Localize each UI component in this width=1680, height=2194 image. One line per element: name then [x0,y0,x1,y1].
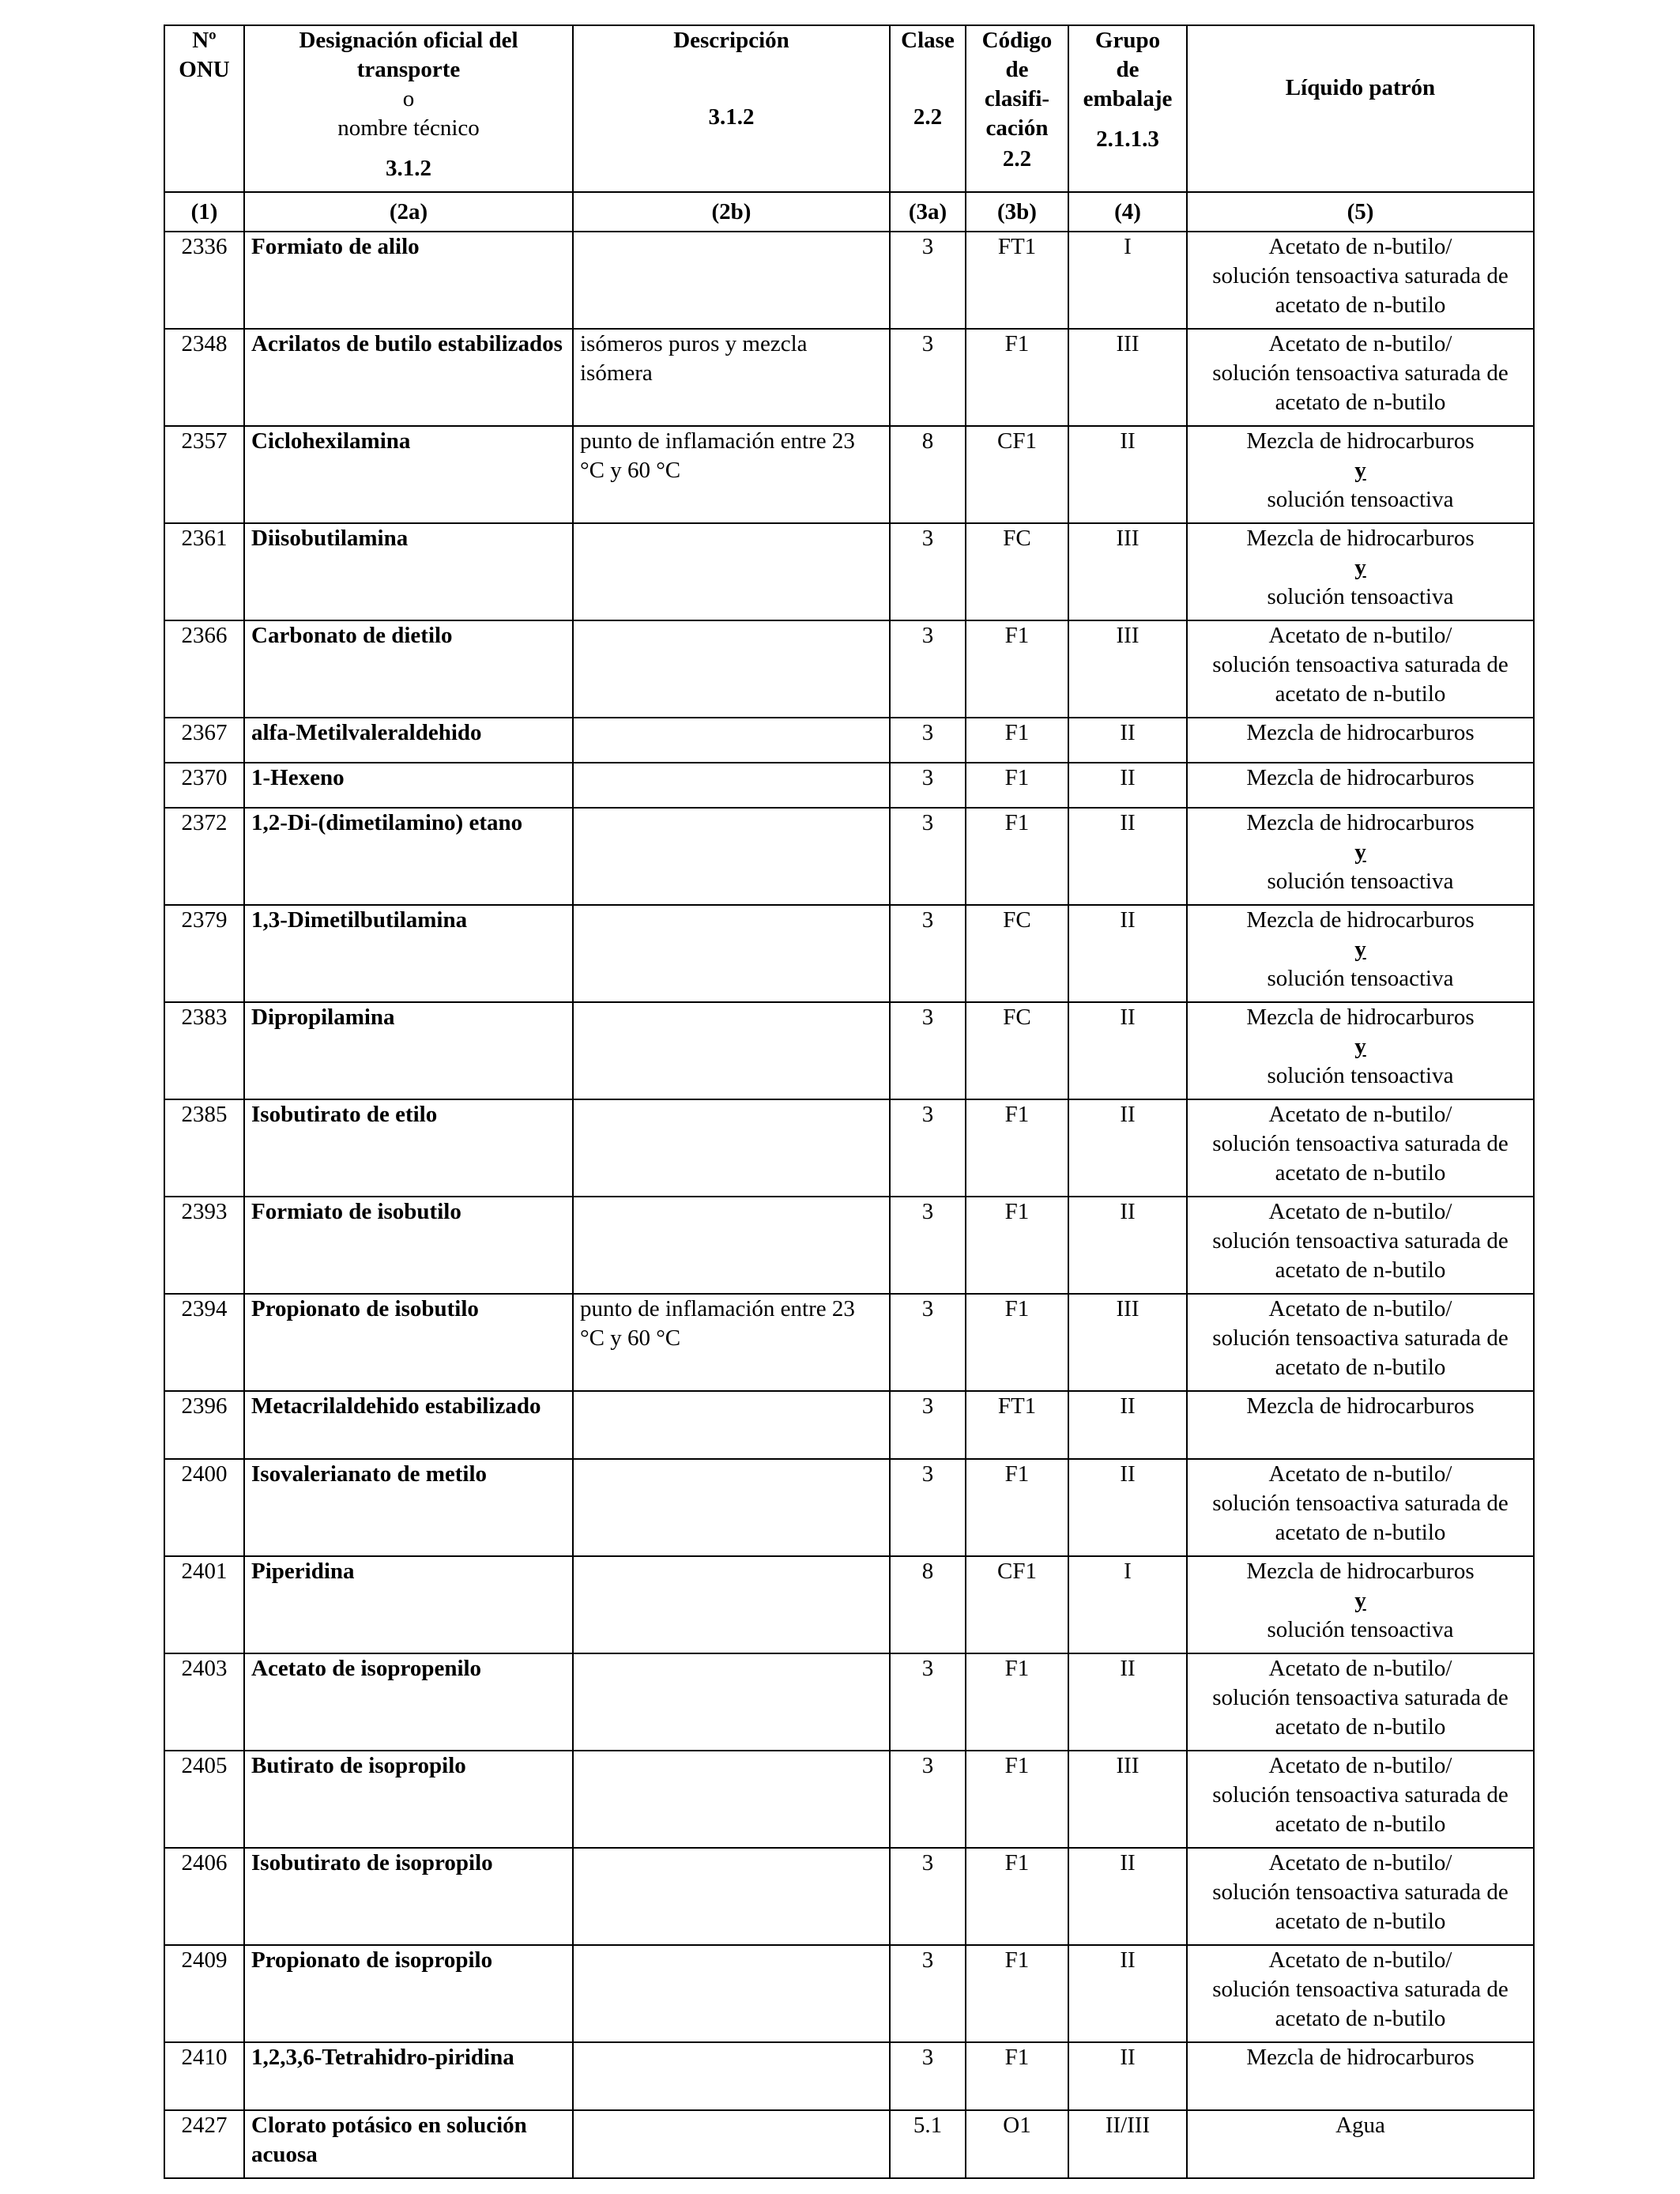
packing-group-cell: II [1068,763,1187,808]
onu-cell: 2370 [164,763,244,808]
class-cell: 3 [890,329,966,426]
class-cell: 5.1 [890,2110,966,2178]
header-description-label: Descripción [673,28,789,53]
designation-cell: Isovalerianato de metilo [244,1459,573,1556]
description-cell [573,523,890,620]
onu-cell: 2406 [164,1848,244,1945]
description-cell [573,232,890,329]
code-cell: F1 [966,1459,1068,1556]
standard-liquid-line: Mezcla de hidrocarburos [1246,907,1475,933]
standard-liquid-line: Acetato de n-butilo/ [1268,234,1452,259]
designation-cell: Ciclohexilamina [244,426,573,523]
standard-liquid-line: Mezcla de hidrocarburos [1246,1005,1475,1030]
onu-cell: 2383 [164,1002,244,1099]
standard-liquids-table [164,25,1535,2179]
standard-liquid-cell [1187,2110,1534,2178]
class-cell: 3 [890,1459,966,1556]
class-cell: 3 [890,1002,966,1099]
standard-liquid-line: solución tensoactiva [1267,584,1454,609]
class-cell: 3 [890,1391,966,1459]
onu-cell: 2385 [164,1099,244,1197]
header-designation [244,25,573,192]
class-cell: 3 [890,2042,966,2110]
class-cell: 3 [890,808,966,905]
onu-cell: 2361 [164,523,244,620]
header-code-line3: clasifi- [984,86,1050,111]
description-cell [573,1391,890,1459]
table-row [164,2042,1534,2110]
standard-liquid-cell [1187,523,1534,620]
designation-cell: Dipropilamina [244,1002,573,1099]
standard-liquid-cell [1187,1945,1534,2042]
class-cell: 3 [890,1294,966,1391]
standard-liquid-line: Mezcla de hidrocarburos [1246,810,1475,835]
packing-group-cell: II [1068,1002,1187,1099]
header-code-ref: 2.2 [1002,146,1032,172]
onu-cell: 2336 [164,232,244,329]
header-class [890,25,966,192]
header-liquid-label: Líquido patrón [1285,75,1436,100]
header-code [966,25,1068,192]
colnum-2a: (2a) [244,192,573,232]
standard-liquid-line: Mezcla de hidrocarburos [1246,2045,1475,2070]
description-cell [573,1848,890,1945]
standard-liquid-line: solución tensoactiva saturada de [1212,1228,1509,1253]
standard-liquid-line: Mezcla de hidrocarburos [1246,720,1475,745]
code-cell: FC [966,523,1068,620]
standard-liquid-line: solución tensoactiva saturada de [1212,263,1509,288]
description-cell [573,1197,890,1294]
onu-cell: 2401 [164,1556,244,1653]
standard-liquid-line: acetato de n-butilo [1275,1160,1446,1186]
description-cell [573,1099,890,1197]
description-cell [573,1945,890,2042]
table-row [164,523,1534,620]
header-class-ref: 2.2 [913,104,943,130]
table-row [164,1653,1534,1751]
packing-group-cell: I [1068,1556,1187,1653]
designation-cell: 1,2-Di-(dimetilamino) etano [244,808,573,905]
onu-cell: 2348 [164,329,244,426]
standard-liquid-line: solución tensoactiva saturada de [1212,1879,1509,1905]
header-row [164,25,1534,192]
class-cell: 3 [890,620,966,718]
table-row [164,426,1534,523]
code-cell: O1 [966,2110,1068,2178]
class-cell: 3 [890,718,966,763]
code-cell: F1 [966,718,1068,763]
standard-liquid-cell [1187,1459,1534,1556]
packing-group-cell: II [1068,1848,1187,1945]
standard-liquid-line: Acetato de n-butilo/ [1268,1102,1452,1127]
standard-liquid-line: y [1354,458,1366,483]
standard-liquid-line: Acetato de n-butilo/ [1268,1461,1452,1487]
table-row [164,329,1534,426]
standard-liquid-line: y [1354,1588,1366,1613]
standard-liquid-line: Mezcla de hidrocarburos [1246,765,1475,790]
class-cell: 3 [890,1848,966,1945]
header-code-line4: cación [985,115,1049,141]
standard-liquid-line: Acetato de n-butilo/ [1268,331,1452,356]
standard-liquid-cell [1187,1391,1534,1459]
header-designation-technical: nombre técnico [337,115,480,141]
standard-liquid-cell [1187,620,1534,718]
designation-cell: Clorato potásico en solución acuosa [244,2110,573,2178]
standard-liquid-cell [1187,1002,1534,1099]
standard-liquid-line: Mezcla de hidrocarburos [1246,428,1475,454]
packing-group-cell: II [1068,718,1187,763]
table-row [164,1197,1534,1294]
standard-liquid-line: Acetato de n-butilo/ [1268,1199,1452,1224]
description-cell [573,1751,890,1848]
packing-group-cell: II [1068,1099,1187,1197]
standard-liquid-cell [1187,1197,1534,1294]
colnum-5: (5) [1187,192,1534,232]
code-cell: FT1 [966,1391,1068,1459]
header-group-ref: 2.1.1.3 [1096,126,1159,152]
description-cell [573,763,890,808]
packing-group-cell: III [1068,523,1187,620]
table-row [164,1848,1534,1945]
class-cell: 3 [890,763,966,808]
class-cell: 3 [890,1197,966,1294]
standard-liquid-line: Acetato de n-butilo/ [1268,1947,1452,1973]
standard-liquid-cell [1187,718,1534,763]
colnum-2b: (2b) [573,192,890,232]
standard-liquid-line: y [1354,839,1366,865]
standard-liquid-cell [1187,905,1534,1002]
table-row [164,718,1534,763]
code-cell: F1 [966,1099,1068,1197]
code-cell: F1 [966,1751,1068,1848]
standard-liquid-line: acetato de n-butilo [1275,1257,1446,1283]
onu-cell: 2410 [164,2042,244,2110]
standard-liquid-cell [1187,329,1534,426]
packing-group-cell: II [1068,1459,1187,1556]
description-cell [573,905,890,1002]
designation-cell: Isobutirato de isopropilo [244,1848,573,1945]
onu-cell: 2367 [164,718,244,763]
onu-cell: 2400 [164,1459,244,1556]
description-cell [573,1459,890,1556]
table-row [164,2110,1534,2178]
standard-liquid-cell [1187,1294,1534,1391]
table-body [164,232,1534,2178]
designation-cell: alfa-Metilvaleraldehido [244,718,573,763]
designation-cell: 1,3-Dimetilbutilamina [244,905,573,1002]
description-cell [573,2110,890,2178]
designation-cell: Butirato de isopropilo [244,1751,573,1848]
standard-liquid-line: Acetato de n-butilo/ [1268,1753,1452,1778]
standard-liquid-line: solución tensoactiva saturada de [1212,1131,1509,1156]
onu-cell: 2427 [164,2110,244,2178]
standard-liquid-line: acetato de n-butilo [1275,2006,1446,2031]
colnum-3a: (3a) [890,192,966,232]
standard-liquid-cell [1187,2042,1534,2110]
packing-group-cell: III [1068,329,1187,426]
header-group-line2: de [1116,57,1139,82]
table-row [164,808,1534,905]
onu-cell: 2396 [164,1391,244,1459]
header-designation-line2: transporte [356,57,461,82]
designation-cell: Piperidina [244,1556,573,1653]
colnum-3b: (3b) [966,192,1068,232]
class-cell: 3 [890,1099,966,1197]
standard-liquid-line: solución tensoactiva saturada de [1212,652,1509,677]
code-cell: F1 [966,808,1068,905]
designation-cell: Propionato de isobutilo [244,1294,573,1391]
onu-cell: 2357 [164,426,244,523]
class-cell: 3 [890,1945,966,2042]
colnum-1: (1) [164,192,244,232]
standard-liquid-line: solución tensoactiva saturada de [1212,1685,1509,1710]
packing-group-cell: III [1068,620,1187,718]
table-row [164,1751,1534,1848]
header-description [573,25,890,192]
standard-liquid-line: Mezcla de hidrocarburos [1246,526,1475,551]
packing-group-cell: II [1068,1653,1187,1751]
packing-group-cell: II [1068,905,1187,1002]
header-onu-line2: ONU [179,57,230,82]
class-cell: 3 [890,1751,966,1848]
designation-cell: Acrilatos de butilo estabilizados [244,329,573,426]
designation-cell: Acetato de isopropenilo [244,1653,573,1751]
code-cell: F1 [966,2042,1068,2110]
table-row [164,905,1534,1002]
header-onu-line1: Nº [192,28,217,53]
designation-cell: Metacrilaldehido estabilizado [244,1391,573,1459]
standard-liquid-line: Acetato de n-butilo/ [1268,1850,1452,1875]
designation-cell: Carbonato de dietilo [244,620,573,718]
packing-group-cell: II [1068,426,1187,523]
table-row [164,1294,1534,1391]
header-code-line2: de [1005,57,1029,82]
standard-liquid-line: solución tensoactiva [1267,1063,1454,1088]
designation-cell: 1-Hexeno [244,763,573,808]
column-number-row [164,192,1534,232]
code-cell: F1 [966,1848,1068,1945]
class-cell: 3 [890,232,966,329]
header-group [1068,25,1187,192]
standard-liquid-line: y [1354,1034,1366,1059]
table-row [164,232,1534,329]
standard-liquid-line: acetato de n-butilo [1275,1909,1446,1934]
standard-liquid-line: Acetato de n-butilo/ [1268,1296,1452,1321]
standard-liquid-line: Agua [1335,2113,1385,2138]
onu-cell: 2379 [164,905,244,1002]
code-cell: F1 [966,1197,1068,1294]
description-cell [573,2042,890,2110]
code-cell: F1 [966,1945,1068,2042]
description-cell: punto de inflamación entre 23 °C y 60 °C [573,426,890,523]
packing-group-cell: III [1068,1294,1187,1391]
code-cell: F1 [966,329,1068,426]
onu-cell: 2394 [164,1294,244,1391]
table-row [164,1556,1534,1653]
code-cell: FC [966,905,1068,1002]
standard-liquid-line: Acetato de n-butilo/ [1268,623,1452,648]
designation-cell: Isobutirato de etilo [244,1099,573,1197]
standard-liquid-line: acetato de n-butilo [1275,1355,1446,1380]
standard-liquid-cell [1187,1556,1534,1653]
designation-cell: Diisobutilamina [244,523,573,620]
standard-liquid-line: acetato de n-butilo [1275,390,1446,415]
standard-liquid-line: solución tensoactiva saturada de [1212,1325,1509,1351]
standard-liquid-line: y [1354,555,1366,580]
table-row [164,1459,1534,1556]
standard-liquid-line: y [1354,937,1366,962]
description-cell [573,620,890,718]
standard-liquid-cell [1187,426,1534,523]
header-code-line1: Código [981,28,1053,53]
description-cell [573,1002,890,1099]
header-class-label: Clase [901,28,955,53]
standard-liquid-line: solución tensoactiva saturada de [1212,360,1509,386]
standard-liquid-line: solución tensoactiva [1267,1617,1454,1642]
standard-liquid-line: solución tensoactiva saturada de [1212,1782,1509,1808]
standard-liquid-cell [1187,1653,1534,1751]
table-row [164,1099,1534,1197]
standard-liquid-line: solución tensoactiva [1267,966,1454,991]
description-cell [573,808,890,905]
class-cell: 3 [890,905,966,1002]
code-cell: F1 [966,1294,1068,1391]
onu-cell: 2405 [164,1751,244,1848]
designation-cell: Formiato de alilo [244,232,573,329]
class-cell: 3 [890,1653,966,1751]
standard-liquid-line: solución tensoactiva saturada de [1212,1977,1509,2002]
standard-liquid-line: Mezcla de hidrocarburos [1246,1559,1475,1584]
standard-liquid-line: Mezcla de hidrocarburos [1246,1393,1475,1419]
table-row [164,1391,1534,1459]
table-row [164,763,1534,808]
table-row [164,620,1534,718]
code-cell: F1 [966,763,1068,808]
packing-group-cell: II [1068,808,1187,905]
class-cell: 8 [890,1556,966,1653]
description-cell [573,1653,890,1751]
standard-liquid-line: solución tensoactiva [1267,487,1454,512]
class-cell: 3 [890,523,966,620]
standard-liquid-cell [1187,1848,1534,1945]
standard-liquid-line: acetato de n-butilo [1275,292,1446,318]
header-liquid [1187,25,1534,192]
description-cell: punto de inflamación entre 23 °C y 60 °C [573,1294,890,1391]
description-cell: isómeros puros y mezcla isómera [573,329,890,426]
header-description-ref: 3.1.2 [708,104,755,130]
onu-cell: 2403 [164,1653,244,1751]
code-cell: CF1 [966,426,1068,523]
packing-group-cell: II [1068,1945,1187,2042]
standard-liquid-line: solución tensoactiva saturada de [1212,1491,1509,1516]
code-cell: F1 [966,620,1068,718]
description-cell [573,1556,890,1653]
standard-liquid-line: solución tensoactiva [1267,869,1454,894]
onu-cell: 2409 [164,1945,244,2042]
header-group-line1: Grupo [1094,28,1161,53]
designation-cell: Propionato de isopropilo [244,1945,573,2042]
colnum-4: (4) [1068,192,1187,232]
packing-group-cell: II/III [1068,2110,1187,2178]
code-cell: F1 [966,1653,1068,1751]
code-cell: CF1 [966,1556,1068,1653]
header-designation-or: o [402,86,415,111]
standard-liquid-line: acetato de n-butilo [1275,1714,1446,1740]
header-designation-line1: Designación oficial del [299,28,518,53]
packing-group-cell: II [1068,2042,1187,2110]
standard-liquid-line: Acetato de n-butilo/ [1268,1656,1452,1681]
onu-cell: 2372 [164,808,244,905]
standard-liquid-cell [1187,1751,1534,1848]
standard-liquid-cell [1187,232,1534,329]
designation-cell: Formiato de isobutilo [244,1197,573,1294]
standard-liquid-cell [1187,763,1534,808]
packing-group-cell: II [1068,1391,1187,1459]
standard-liquid-cell [1187,808,1534,905]
onu-cell: 2366 [164,620,244,718]
standard-liquid-cell [1187,1099,1534,1197]
code-cell: FT1 [966,232,1068,329]
class-cell: 8 [890,426,966,523]
onu-cell: 2393 [164,1197,244,1294]
standard-liquid-line: acetato de n-butilo [1275,681,1446,707]
header-group-line3: embalaje [1083,86,1173,111]
packing-group-cell: III [1068,1751,1187,1848]
packing-group-cell: I [1068,232,1187,329]
standard-liquid-line: acetato de n-butilo [1275,1520,1446,1545]
designation-cell: 1,2,3,6-Tetrahidro-piridina [244,2042,573,2110]
standard-liquid-line: acetato de n-butilo [1275,1811,1446,1837]
description-cell [573,718,890,763]
header-designation-ref: 3.1.2 [386,156,431,181]
packing-group-cell: II [1068,1197,1187,1294]
header-onu [164,25,244,192]
table-row [164,1002,1534,1099]
table-row [164,1945,1534,2042]
code-cell: FC [966,1002,1068,1099]
